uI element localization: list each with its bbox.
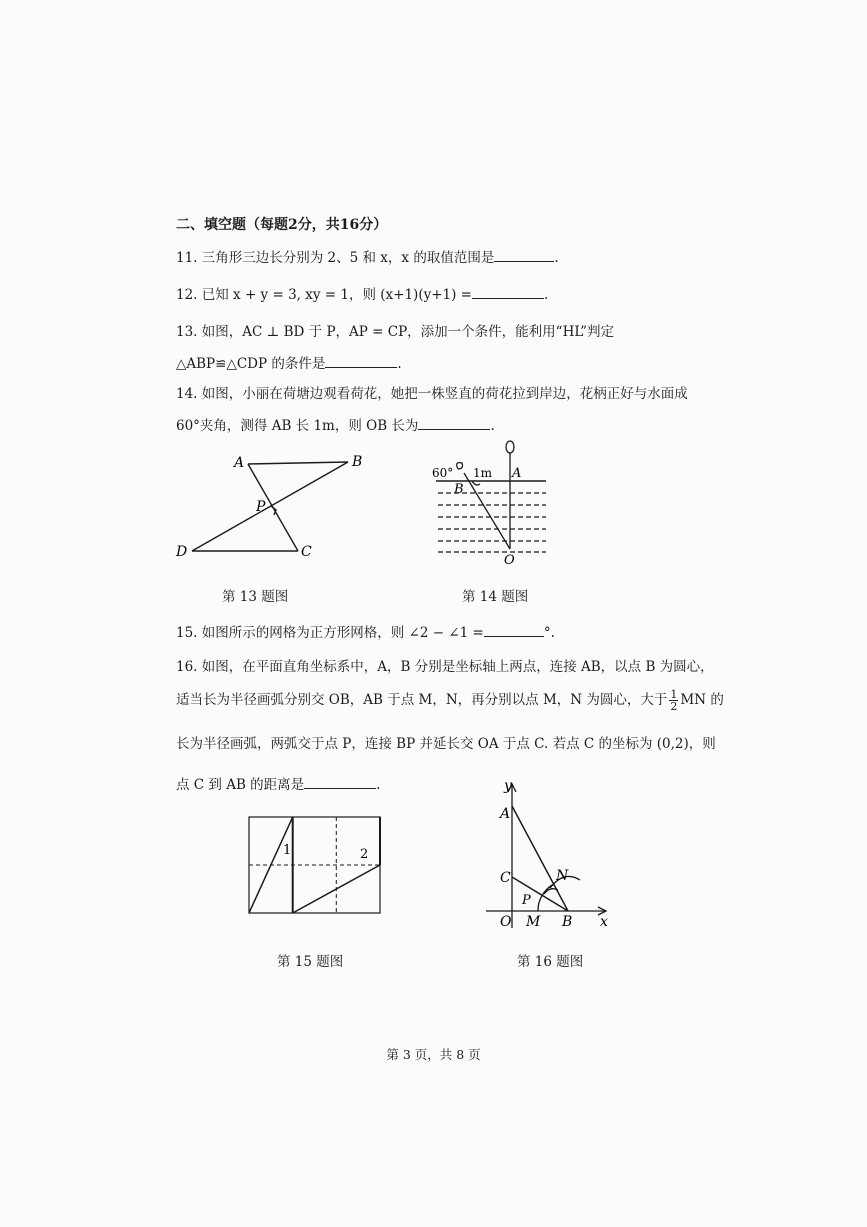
label-b: B	[352, 454, 363, 470]
line-angle-2-a	[293, 865, 380, 913]
segment-bd	[192, 462, 348, 551]
label-b: B	[454, 482, 464, 497]
q13-answer-blank[interactable]	[325, 353, 397, 368]
pulled-stem	[464, 473, 510, 549]
segment-ab	[248, 462, 348, 464]
angle-1-label: 1	[283, 843, 292, 858]
question-16-line4: 点 C 到 AB 的距离是 .	[176, 773, 380, 793]
label-m: M	[526, 914, 541, 930]
question-13-line2: △ABP≌△CDP 的条件是 .	[176, 352, 402, 372]
label-y: y	[504, 778, 512, 794]
label-o: O	[504, 553, 515, 567]
question-14-line1: 14. 如图，小丽在荷塘边观看荷花，她把一株竖直的荷花拉到岸边，花柄正好与水面成	[176, 386, 688, 402]
flower-top	[506, 441, 514, 453]
label-a: A	[234, 455, 245, 471]
question-15: 15. 如图所示的网格为正方形网格，则 ∠2 − ∠1 = °.	[176, 621, 555, 641]
label-n: N	[556, 868, 569, 884]
label-b: B	[562, 914, 573, 930]
page-footer: 第 3 页，共 8 页	[386, 1047, 481, 1062]
q12-text: 12. 已知 x + y = 3, xy = 1，则 (x+1)(y+1) =	[176, 287, 472, 303]
figure-16	[482, 778, 618, 932]
label-x: x	[600, 914, 608, 930]
question-11: 11. 三角形三边长分别为 2、5 和 x，x 的取值范围是 .	[176, 246, 559, 266]
figure-13	[170, 448, 370, 566]
q15-text: 15. 如图所示的网格为正方形网格，则 ∠2 − ∠1 =	[176, 625, 484, 641]
figure-14	[428, 437, 560, 567]
question-12: 12. 已知 x + y = 3, xy = 1，则 (x+1)(y+1) = .	[176, 283, 548, 303]
label-c: C	[500, 870, 511, 886]
question-13-line1: 13. 如图，AC ⊥ BD 于 P，AP = CP，添加一个条件，能利用“HL”判定	[176, 324, 614, 340]
q11-answer-blank[interactable]	[494, 247, 554, 262]
q12-answer-blank[interactable]	[472, 284, 544, 299]
q11-text: 11. 三角形三边长分别为 2、5 和 x，x 的取值范围是	[176, 250, 495, 266]
figure-13-caption: 第 13 题图	[222, 589, 289, 605]
label-p: P	[522, 893, 531, 908]
label-a: A	[500, 806, 511, 822]
label-d: D	[176, 544, 188, 560]
right-angle-mark	[271, 506, 276, 515]
label-a: A	[512, 466, 522, 481]
question-16-line1: 16. 如图，在平面直角坐标系中，A，B 分别是坐标轴上两点，连接 AB，以点 B 为圆心，	[176, 659, 714, 675]
q14-answer-blank[interactable]	[418, 415, 490, 430]
label-60deg: 60°	[432, 466, 454, 480]
figure-16-caption: 第 16 题图	[517, 954, 584, 970]
q15-answer-blank[interactable]	[484, 622, 544, 637]
figure-14-caption: 第 14 题图	[462, 589, 529, 605]
figure-15-caption: 第 15 题图	[277, 954, 344, 970]
question-16-line3: 长为半径画弧，两弧交于点 P，连接 BP 并延长交 OA 于点 C. 若点 C 的坐标为 (0,2)，则	[176, 736, 716, 752]
label-c: C	[301, 544, 312, 560]
figure-15	[244, 812, 390, 918]
section-title: 二、填空题（每题2分，共16分）	[176, 217, 388, 233]
segment-ab	[512, 806, 568, 911]
label-p: P	[256, 499, 266, 515]
label-1m: 1m	[473, 466, 493, 480]
label-o: O	[500, 914, 512, 930]
pulled-flower	[457, 463, 463, 469]
q16-answer-blank[interactable]	[304, 774, 376, 789]
fraction-one-half: $\frac{1}{2}$	[670, 688, 678, 713]
angle-2-label: 2	[360, 847, 369, 862]
question-14-line2: 60°夹角，测得 AB 长 1m，则 OB 长为 .	[176, 414, 495, 434]
question-16-line2: 适当长为半径画弧分别交 OB，AB 于点 M，N，再分别以点 M，N 为圆心，大于 $\frac{1}{2}$ MN 的	[176, 688, 724, 713]
